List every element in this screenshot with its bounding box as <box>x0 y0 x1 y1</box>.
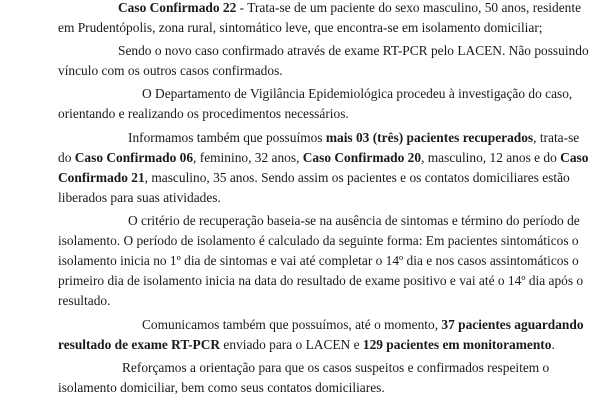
case-22-label: Caso Confirmado 22 <box>118 0 237 15</box>
case-06-label: Caso Confirmado 06 <box>74 150 194 165</box>
paragraph-criteria-line-5: resultado. <box>58 293 111 308</box>
paragraph-criteria-line-2: isolamento. O período de isolamento é calculado da seguinte forma: Em pacientes sintomáticos o <box>58 233 579 248</box>
recovered-text: , trata-se <box>533 130 580 145</box>
case-20-label: Caso Confirmado 20 <box>302 150 422 165</box>
awaiting-lacen-text: enviado para o LACEN e <box>220 337 363 352</box>
paragraph-recovered-line-2 <box>58 148 589 168</box>
case-20-details: , masculino, 12 anos e do <box>421 150 561 165</box>
paragraph-awaiting-line-2 <box>58 335 555 355</box>
awaiting-intro: Comunicamos também que possuímos, até o momento, <box>142 317 442 332</box>
case-22-description: - Trata-se de um paciente do sexo masculino, 50 anos, residente <box>236 0 582 15</box>
paragraph-awaiting-line-1 <box>58 315 584 335</box>
case-21-label-part-1: Caso <box>560 150 589 165</box>
case-21-label-part-2: Confirmado 21 <box>58 170 145 185</box>
paragraph-case-22-line-2: em Prudentópolis, zona rural, sintomático leve, que encontra-se em isolamento domiciliar; <box>58 20 543 35</box>
paragraph-reinforce-line-2: isolamento domiciliar, bem como seus contatos domiciliares. <box>58 380 385 395</box>
paragraph-recovered-line-1 <box>58 128 580 148</box>
recovered-text-do: do <box>58 150 75 165</box>
recovered-count: mais 03 (três) pacientes recuperados <box>325 130 534 145</box>
recovered-intro: Informamos também que possuímos <box>128 130 326 145</box>
awaiting-count: 37 pacientes aguardando <box>441 317 584 332</box>
paragraph-recovered-line-4: liberados para suas atividades. <box>58 190 221 205</box>
case-21-details: , masculino, 35 anos. Sendo assim os pacientes e os contatos domiciliares estão <box>144 170 570 185</box>
paragraph-criteria-line-4: primeiro dia de isolamento inicia na data do resultado de exame positivo e vai até o 14º dia após o <box>58 273 584 288</box>
awaiting-period: . <box>551 337 555 352</box>
monitoring-count: 129 pacientes em monitoramento <box>362 337 552 352</box>
paragraph-case-22-line-1 <box>58 0 582 18</box>
paragraph-investigation-line-1: O Departamento de Vigilância Epidemiológica procedeu à investigação do caso, <box>142 86 573 101</box>
paragraph-criteria-line-1: O critério de recuperação baseia-se na ausência de sintomas e término do período de <box>128 213 580 228</box>
paragraph-reinforce-line-1: Reforçamos a orientação para que os casos suspeitos e confirmados respeitem o <box>122 360 550 375</box>
paragraph-recovered-line-3 <box>58 168 570 188</box>
paragraph-investigation-line-2: orientando e realizando os procedimentos necessários. <box>58 106 349 121</box>
paragraph-new-case-line-1: Sendo o novo caso confirmado através de exame RT-PCR pelo LACEN. Não possuindo <box>118 43 589 58</box>
case-06-details: , feminino, 32 anos, <box>193 150 303 165</box>
paragraph-new-case-line-2: vínculo com os outros casos confirmados. <box>58 63 283 78</box>
paragraph-criteria-line-3: isolamento inicia no 1º dia de sintomas e vai até completar o 14º dia e nos casos assintomáticos o <box>58 253 579 268</box>
awaiting-exam: resultado de exame RT-PCR <box>58 337 221 352</box>
